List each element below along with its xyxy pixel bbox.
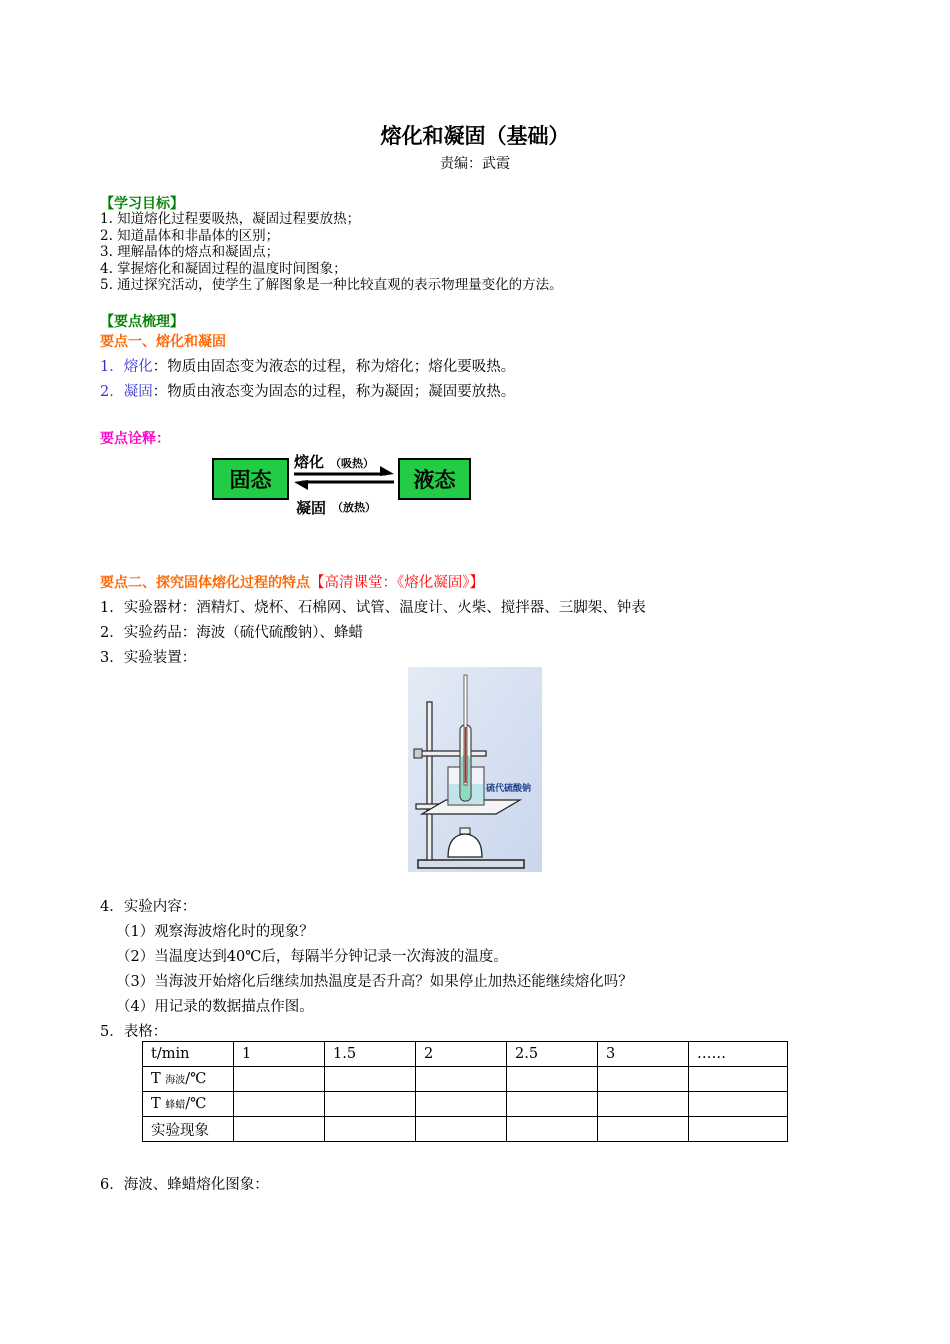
stand-base bbox=[418, 860, 524, 868]
reagents-line: 2．实验药品：海波（硫代硫酸钠）、蜂蜡 bbox=[100, 625, 363, 641]
table-cell bbox=[325, 1117, 416, 1142]
definition-text: ：物质由固态变为液态的过程，称为熔化；熔化要吸热。 bbox=[152, 359, 516, 375]
apparatus-figure bbox=[408, 667, 542, 872]
table-cell: 1.5 bbox=[325, 1042, 416, 1067]
table-cell bbox=[689, 1092, 788, 1117]
table-cell bbox=[598, 1092, 689, 1117]
explain-heading: 要点诠释： bbox=[100, 431, 170, 447]
content-item: （1）观察海波熔化时的现象？ bbox=[116, 924, 314, 940]
table-cell bbox=[416, 1117, 507, 1142]
objective-item: 2. 知道晶体和非晶体的区别； bbox=[100, 228, 280, 244]
objectives-heading: 【学习目标】 bbox=[100, 196, 184, 212]
melting-label: 熔化 bbox=[294, 453, 325, 471]
content-heading: 4．实验内容： bbox=[100, 899, 197, 915]
term-melting: 熔化 bbox=[123, 359, 153, 375]
table-cell bbox=[507, 1117, 598, 1142]
clamp-arm bbox=[416, 751, 486, 756]
apparatus-line: 3．实验装置： bbox=[100, 650, 197, 666]
row-label-hypo: T 海波/℃ bbox=[143, 1067, 234, 1092]
objective-item: 4. 掌握熔化和凝固过程的温度时间图象； bbox=[100, 261, 347, 277]
table-cell: 2.5 bbox=[507, 1042, 598, 1067]
apparatus-label: 硫代硫酸钠 bbox=[486, 784, 532, 794]
hd-class-link[interactable]: 【高清课堂：《熔化凝固》】 bbox=[310, 575, 484, 591]
content-item: （4）用记录的数据描点作图。 bbox=[116, 999, 314, 1015]
table-cell bbox=[507, 1092, 598, 1117]
stand-rod bbox=[427, 702, 432, 860]
table-cell: …… bbox=[689, 1042, 788, 1067]
lamp-wick bbox=[460, 828, 470, 834]
forward-arrow-head bbox=[380, 466, 394, 476]
objective-item: 3. 理解晶体的熔点和凝固点； bbox=[100, 244, 280, 260]
definition-text: ：物质由液态变为固态的过程，称为凝固；凝固要放热。 bbox=[152, 384, 516, 400]
solid-label: 固态 bbox=[229, 468, 272, 492]
table-cell bbox=[689, 1067, 788, 1092]
objective-item: 1. 知道熔化过程要吸热，凝固过程要放热； bbox=[100, 211, 361, 227]
equipment-line: 1．实验器材：酒精灯、烧杯、石棉网、试管、温度计、火柴、搅拌器、三脚架、钟表 bbox=[100, 600, 646, 616]
objective-item: 5. 通过探究活动，使学生了解图象是一种比较直观的表示物理量变化的方法。 bbox=[100, 277, 563, 293]
item-number: 1． bbox=[100, 359, 124, 375]
table-cell: t/min bbox=[143, 1042, 234, 1067]
clamp-knob bbox=[414, 749, 422, 758]
table-row bbox=[143, 1042, 788, 1067]
backward-arrow-head bbox=[294, 480, 308, 490]
table-cell bbox=[325, 1067, 416, 1092]
table-cell bbox=[234, 1067, 325, 1092]
table-cell bbox=[416, 1092, 507, 1117]
table-cell: 2 bbox=[416, 1042, 507, 1067]
table-cell bbox=[234, 1092, 325, 1117]
solidifying-label: 凝固 bbox=[296, 499, 327, 517]
table-cell bbox=[507, 1067, 598, 1092]
absorb-heat-note: （吸热） bbox=[330, 457, 374, 470]
summary-heading: 【要点梳理】 bbox=[100, 314, 184, 330]
release-heat-note: （放热） bbox=[332, 501, 376, 514]
point2-heading-line bbox=[100, 571, 484, 592]
table-cell: 1 bbox=[234, 1042, 325, 1067]
point1-item-melting bbox=[100, 355, 515, 376]
table-row bbox=[143, 1117, 788, 1142]
term-solidification: 凝固 bbox=[123, 384, 153, 400]
table-cell bbox=[416, 1067, 507, 1092]
graph-heading: 6．海波、蜂蜡熔化图象： bbox=[100, 1177, 269, 1193]
point1-heading: 要点一、熔化和凝固 bbox=[100, 334, 226, 350]
thermometer-mercury bbox=[465, 727, 467, 783]
record-table bbox=[142, 1041, 788, 1142]
table-cell bbox=[689, 1117, 788, 1142]
table-cell bbox=[598, 1117, 689, 1142]
item-number: 2． bbox=[100, 384, 124, 400]
point1-item-solidification bbox=[100, 380, 515, 401]
row-label-phenomenon: 实验现象 bbox=[143, 1117, 234, 1142]
table-cell bbox=[598, 1067, 689, 1092]
phase-diagram bbox=[210, 450, 475, 522]
table-heading: 5．表格： bbox=[100, 1024, 168, 1040]
content-item: （3）当海波开始熔化后继续加热温度是否升高？如果停止加热还能继续熔化吗？ bbox=[116, 974, 633, 990]
table-cell bbox=[234, 1117, 325, 1142]
table-row bbox=[143, 1067, 788, 1092]
table-cell: 3 bbox=[598, 1042, 689, 1067]
liquid-label: 液态 bbox=[413, 468, 456, 492]
row-label-wax: T 蜂蜡/℃ bbox=[143, 1092, 234, 1117]
page-title: 熔化和凝固（基础） bbox=[380, 124, 570, 148]
content-item: （2）当温度达到40℃后，每隔半分钟记录一次海波的温度。 bbox=[116, 949, 508, 965]
editor-credit: 责编：武霞 bbox=[440, 156, 510, 172]
table-row bbox=[143, 1092, 788, 1117]
table-cell bbox=[325, 1092, 416, 1117]
point2-heading: 要点二、探究固体熔化过程的特点 bbox=[100, 575, 310, 591]
